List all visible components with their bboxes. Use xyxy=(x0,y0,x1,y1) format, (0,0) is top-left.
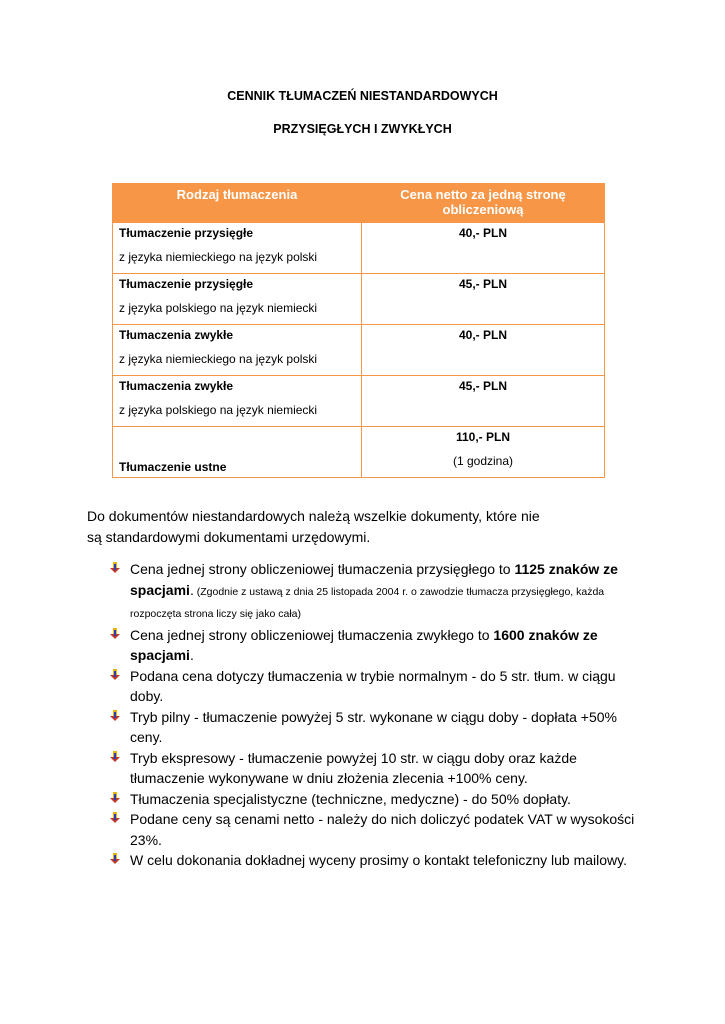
row-type: Tłumaczenie przysięgłe xyxy=(119,226,254,240)
list-item xyxy=(107,707,637,748)
arrow-down-bullet-icon xyxy=(109,669,121,681)
table-row xyxy=(113,223,605,274)
arrow-down-bullet-icon xyxy=(109,751,121,763)
row-price: 40,- PLN xyxy=(362,325,605,376)
arrow-down-bullet-icon xyxy=(109,710,121,722)
arrow-down-bullet-icon xyxy=(109,812,121,824)
row-direction: z języka polskiego na język niemiecki xyxy=(119,403,318,417)
bullet-text: Podane ceny są cenami netto - należy do nich doliczyć podatek VAT w wysokości 23%. xyxy=(130,811,635,848)
row-type: Tłumaczenie ustne xyxy=(113,427,362,478)
row-price: 45,- PLN xyxy=(362,274,605,325)
list-item xyxy=(107,809,637,850)
bullet-note: (Zgodnie z ustawą z dnia 25 listopada 2004 r. o zawodzie tłumacza przysięgłego, każda rozpoczęta strona liczy się jako cała) xyxy=(130,585,605,620)
list-item xyxy=(107,748,637,789)
table-row xyxy=(113,274,605,325)
price-table xyxy=(112,183,605,478)
bullet-text: Cena jednej strony obliczeniowej tłumaczenia zwykłego to xyxy=(130,626,494,643)
row-type-cell xyxy=(113,325,362,376)
table-row xyxy=(113,376,605,427)
title-line-2: PRZYSIĘGŁYCH I ZWYKŁYCH xyxy=(273,122,452,136)
row-type: Tłumaczenia zwykłe xyxy=(119,379,234,393)
row-type-cell xyxy=(113,376,362,427)
bullet-end: . xyxy=(189,581,194,598)
row-type-cell xyxy=(113,223,362,274)
row-price xyxy=(362,427,605,478)
row-direction: z języka niemieckiego na język polski xyxy=(119,352,318,366)
row-type-cell xyxy=(113,274,362,325)
bullet-bold: 1600 znaków ze spacjami xyxy=(130,626,598,663)
list-item xyxy=(107,789,637,810)
bullet-text: Podana cena dotyczy tłumaczenia w trybie normalnym - do 5 str. tłum. w ciągu doby. xyxy=(130,667,616,704)
list-item xyxy=(107,559,637,625)
list-item xyxy=(107,625,637,666)
list-item xyxy=(107,666,637,707)
price: 110,- PLN xyxy=(455,430,511,444)
bullet-end: . xyxy=(189,647,194,663)
bullet-text: Tłumaczenia specjalistyczne (techniczne, medyczne) - do 50% dopłaty. xyxy=(130,790,571,807)
bullet-text: W celu dokonania dokładnej wyceny prosimy o kontakt telefoniczny lub mailowy. xyxy=(130,852,627,868)
row-direction: z języka niemieckiego na język polski xyxy=(119,250,318,264)
arrow-down-bullet-icon xyxy=(109,562,121,574)
intro-paragraph: Do dokumentów niestandardowych należą wszelkie dokumenty, które nie są standardowymi dokumentami urzędowymi. xyxy=(87,508,540,545)
price-note: (1 godzina) xyxy=(452,454,514,468)
arrow-down-bullet-icon xyxy=(109,792,121,804)
bullet-text: Cena jednej strony obliczeniowej tłumaczenia przysięgłego to xyxy=(130,561,515,577)
row-price: 40,- PLN xyxy=(362,223,605,274)
row-type: Tłumaczenie przysięgłe xyxy=(119,277,254,291)
arrow-down-bullet-icon xyxy=(109,628,121,640)
row-price: 45,- PLN xyxy=(362,376,605,427)
header-price: Cena netto za jedną stronę obliczeniową xyxy=(362,184,605,223)
arrow-down-bullet-icon xyxy=(109,853,121,865)
bullet-list xyxy=(107,559,637,871)
list-item xyxy=(107,850,637,871)
row-type: Tłumaczenia zwykłe xyxy=(119,328,234,342)
header-type: Rodzaj tłumaczenia xyxy=(113,184,362,223)
bullet-bold: 1125 znaków ze spacjami xyxy=(130,561,618,598)
bullet-text: Tryb pilny - tłumaczenie powyżej 5 str. wykonane w ciągu doby - dopłata +50% ceny. xyxy=(130,708,618,745)
row-direction: z języka polskiego na język niemiecki xyxy=(119,301,318,315)
title-line-1: CENNIK TŁUMACZEŃ NIESTANDARDOWYCH xyxy=(227,89,498,103)
bullet-text: Tryb ekspresowy - tłumaczenie powyżej 10 str. w ciągu doby oraz każde tłumaczenie wykonywane w dniu złożenia zlecenia +100% ceny. xyxy=(130,749,577,786)
table-row xyxy=(113,325,605,376)
